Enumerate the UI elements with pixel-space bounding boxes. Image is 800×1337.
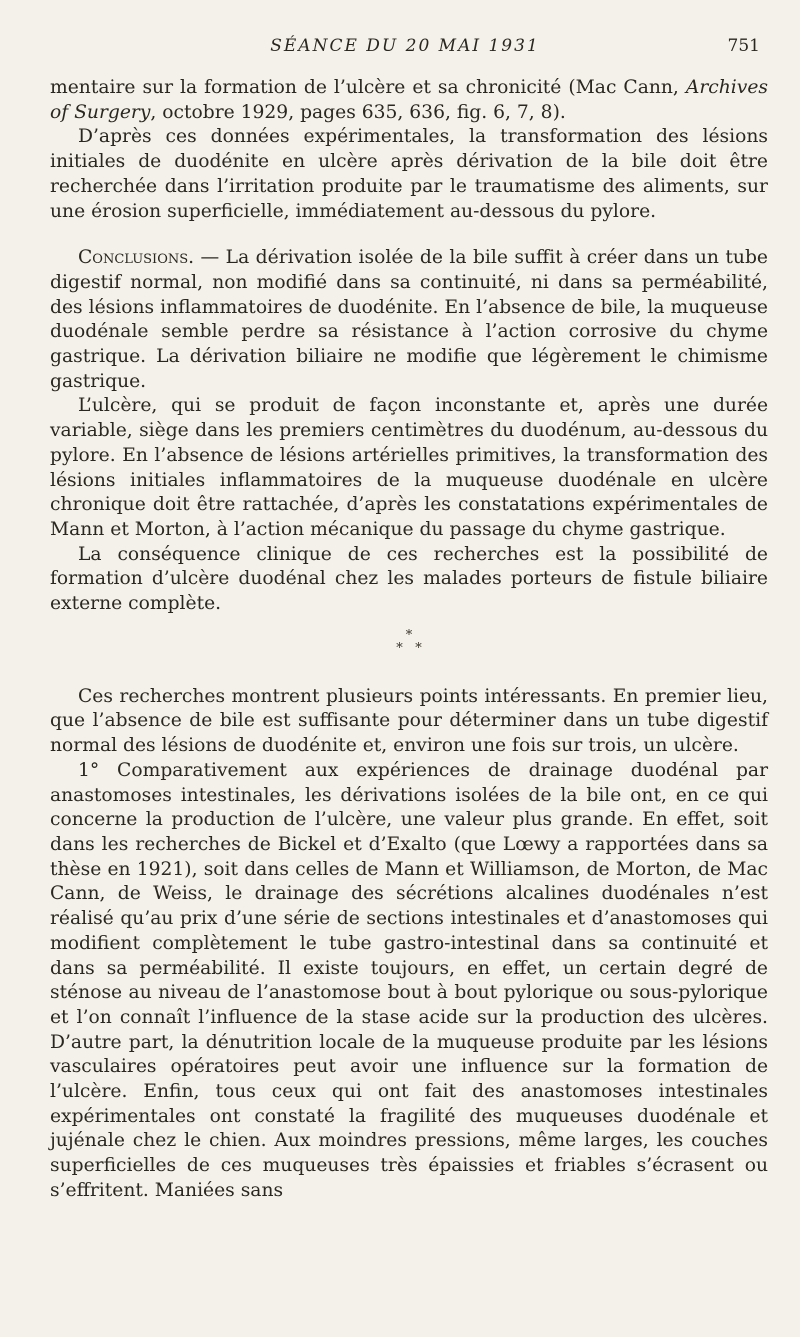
- asterism-divider: [50, 629, 768, 655]
- section-label: Conclusions.: [78, 247, 195, 269]
- paragraph-continuation: [50, 76, 768, 125]
- page-number: 751: [727, 36, 760, 56]
- body-text: [50, 76, 768, 1204]
- running-head: [50, 36, 760, 64]
- dash: —: [194, 247, 226, 269]
- asterism-top: *: [405, 627, 413, 643]
- asterism-bottom: * *: [396, 640, 422, 656]
- running-title: SÉANCE DU 20 MAI 1931: [270, 36, 540, 56]
- paragraph-text: mentaire sur la formation de l’ulcère et sa chronicité (Mac Cann,: [50, 77, 686, 98]
- conclusions-paragraph: [50, 246, 768, 394]
- journal-title: Archives of Surgery: [50, 77, 768, 123]
- paragraph: La conséquence clinique de ces recherches est la possibilité de formation d’ulcère duodénal chez les malades porteurs de fistule biliaire externe complète.: [50, 543, 768, 615]
- paragraph-text: , octobre 1929, pages 635, 636, fig. 6, 7, 8).: [150, 101, 566, 123]
- paragraph-numbered: 1° Comparativement aux expériences de drainage duodénal par anastomoses intestinales, les dérivations isolées de la bile ont, en ce qui concerne la production de l’ulcère, une valeur plus grande. En effet, soit dans les recherches de Bickel et d’Exalto (que Lœwy a rapportées dans sa thèse en 1921), soit dans celles de Mann et Williamson, de Morton, de Mac Cann, de Weiss, le drainage des sécrétions alcalines duodénales n’est réalisé qu’au prix d’une série de sections intestinales et d’anastomoses qui modifient complètement le tube gastro-intestinal dans sa continuité et dans sa perméabilité. Il existe toujours, en effet, un certain degré de sténose au niveau de l’anastomose bout à bout pylorique ou sous-pylorique et l’on connaît l’influence de la stase acide sur la production des ulcères. D’autre part, la dénutrition locale de la muqueuse produite par les lésions vasculaires opératoires peut avoir une influence sur la formation de l’ulcère. Enfin, tous ceux qui ont fait des anastomoses intestinales expérimentales ont constaté la fragilité des muqueuses duodénale et jujénale chez le chien. Aux moindres pressions, même larges, les couches superficielles de ces muqueuses très épaissies et friables s’écrasent ou s’effritent. Maniées sans: [50, 759, 768, 1201]
- paragraph-text: La dérivation isolée de la bile suffit à créer dans un tube digestif normal, non modifié dans sa continuité, ni dans sa perméabilité, des lésions inflammatoires de duodénite. En l’absence de bile, la muqueuse duodénale semble perdre sa résistance à l’action corrosive du chyme gastrique. La dérivation biliaire ne modifie que légèrement le chimisme gastrique.: [50, 247, 768, 392]
- paragraph: L’ulcère, qui se produit de façon inconstante et, après une durée variable, siège dans les premiers centimètres du duodénum, au-dessous du pylore. En l’absence de lésions artérielles primitives, la transformation des lésions initiales inflammatoires de la muqueuse duodénale en ulcère chronique doit être rattachée, d’après les constatations expérimentales de Mann et Morton, à l’action mécanique du passage du chyme gastrique.: [50, 395, 768, 540]
- paragraph: Ces recherches montrent plusieurs points intéressants. En premier lieu, que l’absence de bile est suffisante pour déterminer dans un tube digestif normal des lésions de duodénite et, environ une fois sur trois, un ulcère.: [50, 685, 768, 757]
- paragraph: D’après ces données expérimentales, la transformation des lésions initiales de duodénite en ulcère après dérivation de la bile doit être recherchée dans l’irritation produite par le traumatisme des aliments, sur une érosion superficielle, immédiatement au-dessous du pylore.: [50, 126, 768, 222]
